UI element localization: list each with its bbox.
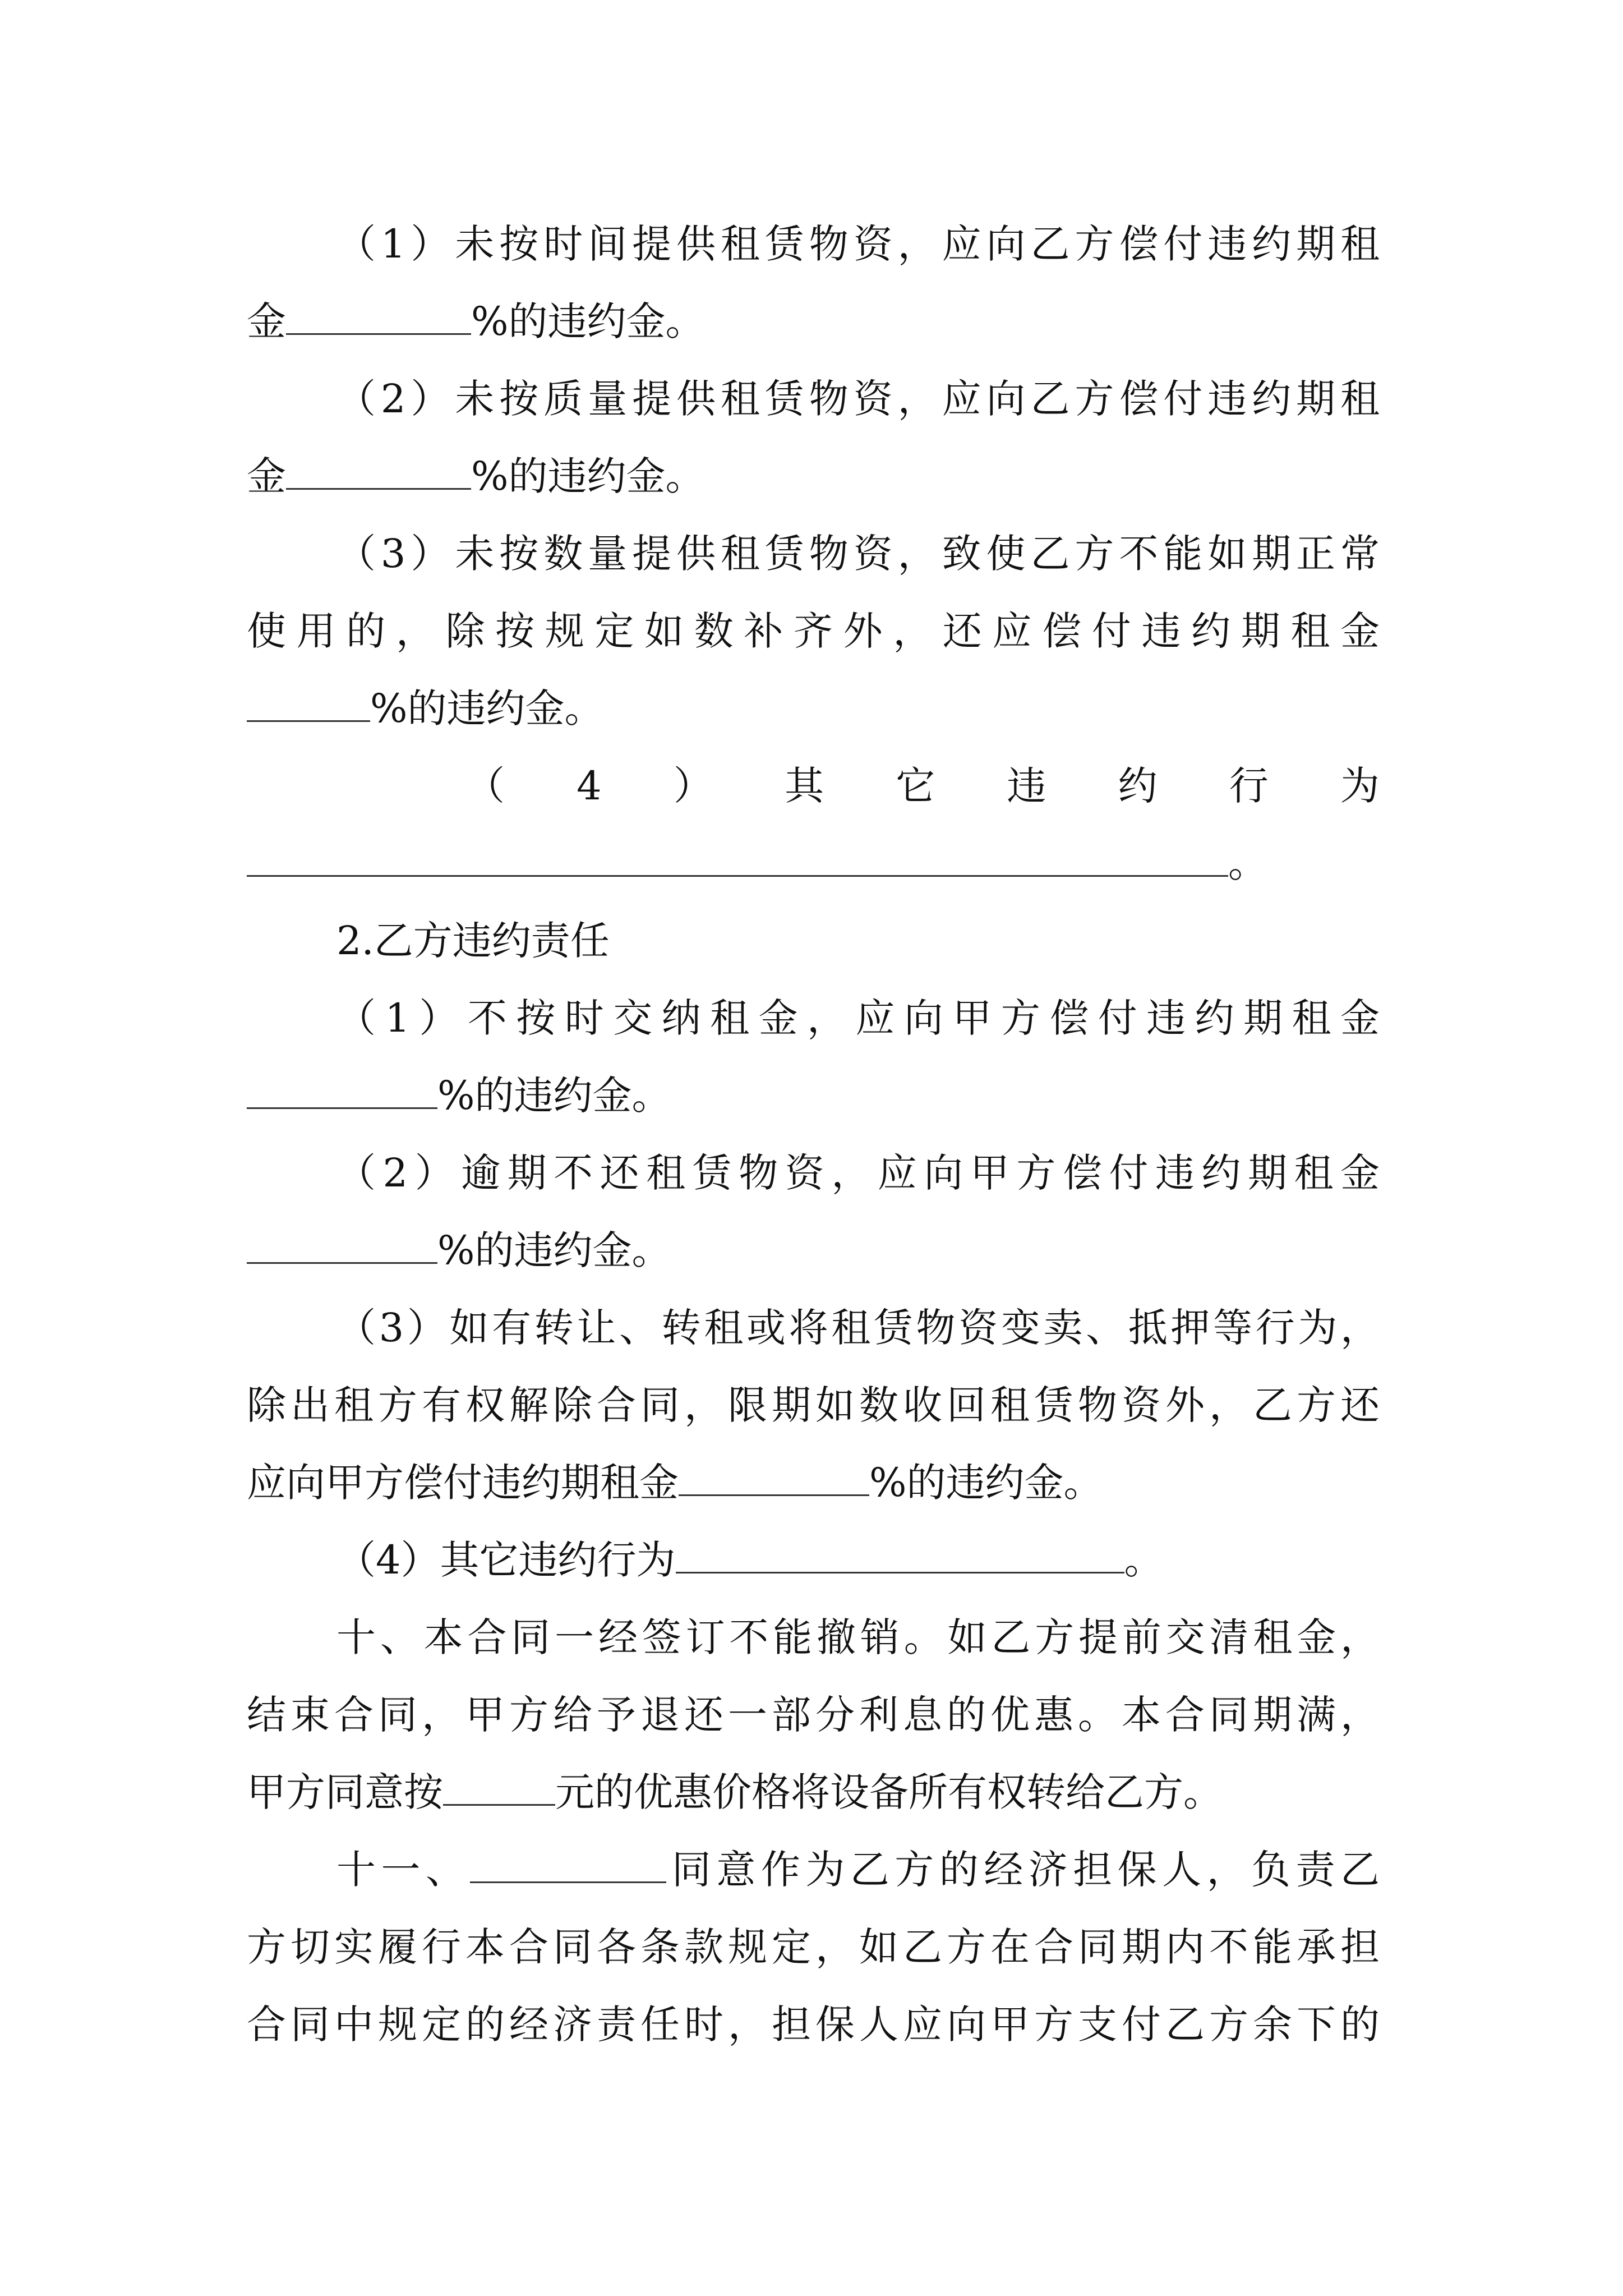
party-a-item1-line2: 金 %的违约金。 (247, 298, 705, 344)
clause-11-line1: 十一、 同意作为乙方的经济担保人，负责乙 (336, 1847, 1380, 1893)
party-b-item3-line1: （3）如有转让、转租或将租赁物资变卖、抵押等行为， (336, 1305, 1380, 1351)
party-b-item3-line3: 应向甲方偿付违约期租金 %的违约金。 (247, 1460, 1103, 1506)
party-b-item1-line1: （1）不按时交纳租金，应向甲方偿付违约期租金 (336, 995, 1380, 1041)
clause-11-line2: 方切实履行本合同各条款规定，如乙方在合同期内不能承担 (247, 1924, 1380, 1970)
blank-field[interactable] (247, 1073, 437, 1109)
blank-field[interactable] (679, 1460, 869, 1496)
clause-10-line2: 结束合同，甲方给予退还一部分利息的优惠。本合同期满， (247, 1692, 1380, 1738)
blank-field[interactable] (443, 1769, 555, 1806)
party-a-item4-label: （ 4 ） 其 它 违 约 行 为 (465, 763, 1380, 809)
party-b-heading: 2.乙方违约责任 (336, 918, 610, 964)
party-a-item3-line3: %的违约金。 (247, 678, 1380, 739)
party-b-item2-line1: （2）逾期不还租赁物资，应向甲方偿付违约期租金 (336, 1150, 1380, 1196)
party-b-item4: （4）其它违约行为 。 (336, 1537, 1164, 1583)
party-a-item3-line1: （3）未按数量提供租赁物资，致使乙方不能如期正常 (336, 531, 1380, 577)
party-a-item1-line1: （1）未按时间提供租赁物资，应向乙方偿付违约期租 (336, 221, 1380, 267)
clause-10-line1: 十、本合同一经签订不能撤销。如乙方提前交清租金， (336, 1614, 1380, 1660)
blank-field[interactable] (247, 840, 1228, 877)
clause-10-line3: 甲方同意按 元的优惠价格将设备所有权转给乙方。 (247, 1769, 1223, 1815)
blank-field[interactable] (247, 1227, 437, 1264)
clause-11-line3: 合同中规定的经济责任时，担保人应向甲方支付乙方余下的 (247, 2001, 1380, 2047)
blank-field[interactable] (286, 453, 471, 490)
blank-field[interactable] (676, 1537, 1124, 1573)
blank-field[interactable] (286, 298, 471, 335)
party-a-item2-line2: 金 %的违约金。 (247, 453, 705, 499)
blank-field[interactable] (470, 1847, 666, 1883)
party-a-item2-line1: （2）未按质量提供租赁物资，应向乙方偿付违约期租 (336, 376, 1380, 422)
party-b-item1-line2: %的违约金。 (247, 1065, 1380, 1126)
party-b-item2-line2: %的违约金。 (247, 1220, 1380, 1281)
party-b-item3-line2: 除出租方有权解除合同，限期如数收回租赁物资外，乙方还 (247, 1382, 1380, 1428)
party-a-item4-blank-line: 。 (247, 832, 1380, 894)
blank-field[interactable] (247, 685, 370, 722)
party-a-item3-line2: 使用的，除按规定如数补齐外，还应偿付违约期租金 (247, 608, 1380, 654)
